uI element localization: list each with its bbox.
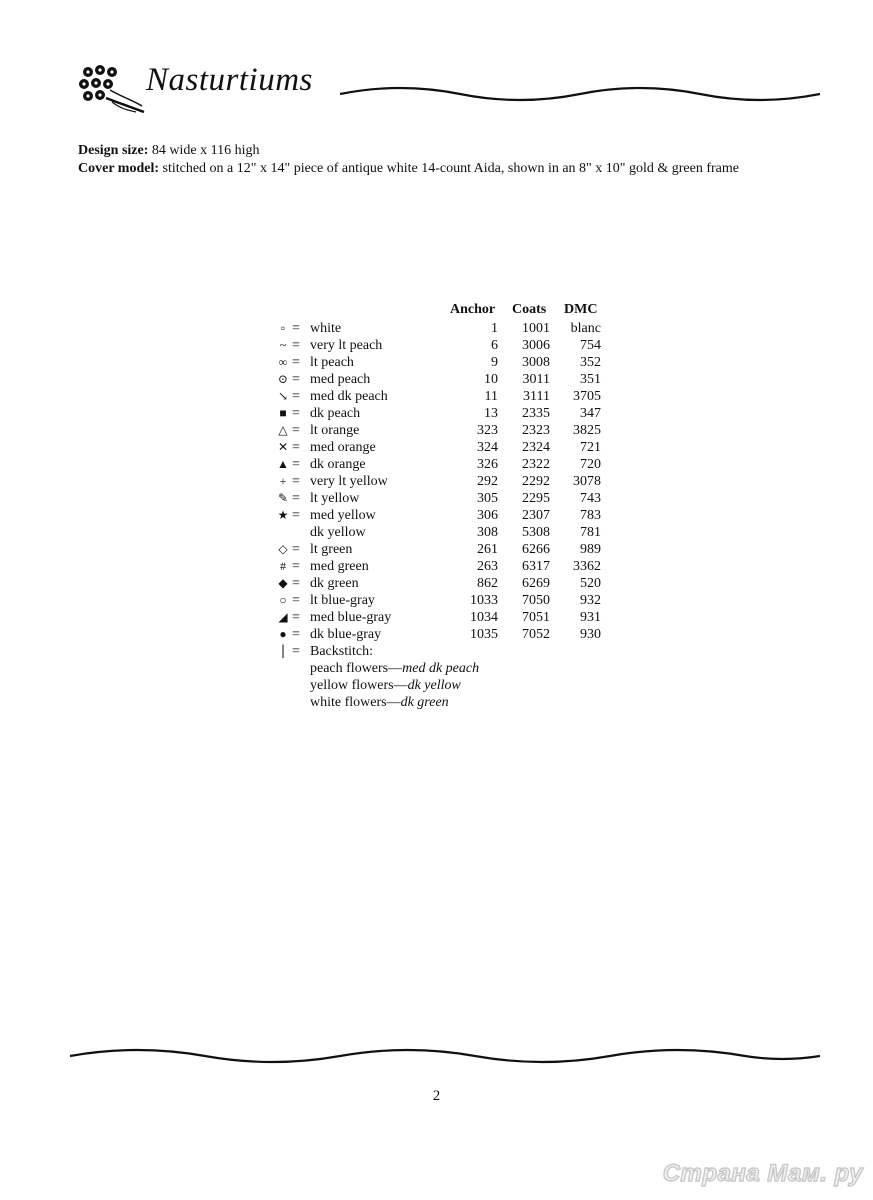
anchor-number: 862 <box>477 576 498 591</box>
color-name: med green <box>310 559 369 574</box>
key-row <box>272 626 612 643</box>
anchor-number: 9 <box>491 355 498 370</box>
equals-sign: = <box>292 338 300 353</box>
stitch-symbol-icon: ★ <box>277 508 289 522</box>
anchor-number: 305 <box>477 491 498 506</box>
stitch-symbol-icon: + <box>279 474 287 488</box>
decorative-wave-rule <box>340 76 820 104</box>
dmc-number: 3825 <box>573 423 601 438</box>
key-row <box>272 388 612 405</box>
header-coats: Coats <box>512 302 547 317</box>
coats-number: 7052 <box>522 627 550 642</box>
backstitch-line <box>310 694 449 711</box>
dmc-number: 721 <box>580 440 601 455</box>
coats-number: 7050 <box>522 593 550 608</box>
color-name: very lt peach <box>310 338 383 353</box>
coats-number: 2322 <box>522 457 550 472</box>
equals-sign: = <box>292 627 300 642</box>
backstitch-item: white flowers— <box>310 695 401 710</box>
equals-sign: = <box>292 389 300 404</box>
equals-sign: = <box>292 593 300 608</box>
coats-number: 6269 <box>522 576 550 591</box>
coats-number: 3006 <box>522 338 550 353</box>
dmc-number: blanc <box>570 321 601 336</box>
stitch-symbol-icon: ○ <box>279 593 287 607</box>
stitch-symbol-icon: ~ <box>279 338 287 352</box>
equals-sign: = <box>292 355 300 370</box>
color-name: dk blue-gray <box>310 627 382 642</box>
stitch-symbol-icon: ✕ <box>277 440 289 454</box>
dmc-number: 347 <box>580 406 601 421</box>
equals-sign: = <box>292 423 300 438</box>
color-name: lt yellow <box>310 491 360 506</box>
stitch-symbol-icon: ∞ <box>278 355 288 369</box>
stitch-symbol-icon: ◆ <box>278 576 288 590</box>
color-name: med dk peach <box>310 389 388 404</box>
dmc-number: 3362 <box>573 559 601 574</box>
key-row <box>272 439 612 456</box>
coats-number: 3111 <box>523 389 550 404</box>
stitch-symbol-icon: ⊙ <box>277 372 289 386</box>
equals-sign: = <box>292 644 300 659</box>
anchor-number: 292 <box>477 474 498 489</box>
color-name: lt blue-gray <box>310 593 375 608</box>
cover-model-value: stitched on a 12" x 14" piece of antique white 14-count Aida, shown in an 8" x 10" gold & green frame <box>162 161 740 176</box>
key-row <box>272 405 612 422</box>
coats-number: 6317 <box>522 559 550 574</box>
color-name: lt peach <box>310 355 354 370</box>
header-anchor: Anchor <box>450 302 496 317</box>
dmc-number: 3078 <box>573 474 601 489</box>
color-name: dk green <box>310 576 359 591</box>
coats-number: 2307 <box>522 508 550 523</box>
dmc-number: 989 <box>580 542 601 557</box>
cover-model-label: Cover model: <box>78 161 159 176</box>
dmc-number: 520 <box>580 576 601 591</box>
dmc-number: 351 <box>580 372 601 387</box>
equals-sign: = <box>292 610 300 625</box>
color-name: dk yellow <box>310 525 366 540</box>
coats-number: 5308 <box>522 525 550 540</box>
equals-sign: = <box>292 440 300 455</box>
stitch-symbol-icon: ◇ <box>278 542 288 556</box>
coats-number: 2324 <box>522 440 550 455</box>
anchor-number: 10 <box>484 372 498 387</box>
anchor-number: 308 <box>477 525 498 540</box>
color-name: lt green <box>310 542 353 557</box>
backstitch-item: peach flowers— <box>310 661 403 676</box>
color-name: med peach <box>310 372 371 387</box>
key-row <box>272 473 612 490</box>
watermark: Страна Мам. ру <box>662 1160 863 1187</box>
page-number: 2 <box>432 1088 441 1104</box>
key-row <box>272 490 612 507</box>
header-dmc: DMC <box>564 302 598 317</box>
dmc-number: 720 <box>580 457 601 472</box>
stitch-symbol-icon: ▲ <box>277 457 289 471</box>
coats-number: 2323 <box>522 423 550 438</box>
dmc-number: 754 <box>580 338 601 353</box>
key-row <box>272 371 612 388</box>
stitch-symbol-icon: ▫ <box>280 321 286 335</box>
design-size-line <box>78 143 259 159</box>
key-row <box>272 558 612 575</box>
stitch-symbol-icon: △ <box>278 423 288 437</box>
page-title: Nasturtiums <box>146 62 313 98</box>
anchor-number: 1033 <box>470 593 498 608</box>
dmc-number: 781 <box>580 525 601 540</box>
key-row <box>272 592 612 609</box>
backstitch-color: med dk peach <box>402 661 480 676</box>
key-row <box>272 609 612 626</box>
stitch-symbol-icon: ■ <box>279 406 287 420</box>
flower-bouquet-icon <box>76 62 146 114</box>
anchor-number: 323 <box>477 423 498 438</box>
dmc-number: 932 <box>580 593 601 608</box>
key-row <box>272 524 612 541</box>
stitch-symbol-icon: ↘ <box>277 389 289 403</box>
key-row <box>272 456 612 473</box>
coats-number: 3011 <box>522 372 550 387</box>
coats-number: 2292 <box>522 474 550 489</box>
equals-sign: = <box>292 457 300 472</box>
equals-sign: = <box>292 559 300 574</box>
backstitch-color: dk yellow <box>407 678 461 693</box>
stitch-symbol-icon: ● <box>279 627 287 641</box>
anchor-number: 324 <box>477 440 498 455</box>
key-row <box>272 422 612 439</box>
dmc-number: 930 <box>580 627 601 642</box>
design-size-label: Design size: <box>78 143 149 158</box>
stitch-symbol-icon: ✎ <box>277 491 289 505</box>
color-name: med orange <box>310 440 376 455</box>
color-name: lt orange <box>310 423 360 438</box>
anchor-number: 13 <box>484 406 498 421</box>
equals-sign: = <box>292 406 300 421</box>
dmc-number: 352 <box>580 355 601 370</box>
key-row <box>272 575 612 592</box>
key-row <box>272 507 612 524</box>
cover-model-line <box>78 161 739 177</box>
anchor-number: 306 <box>477 508 498 523</box>
backstitch-label: Backstitch: <box>310 644 373 659</box>
color-name: dk orange <box>310 457 366 472</box>
decorative-wave-rule-footer <box>70 1040 820 1066</box>
key-row <box>272 320 612 337</box>
coats-number: 6266 <box>522 542 550 557</box>
key-row <box>272 354 612 371</box>
coats-number: 2335 <box>522 406 550 421</box>
stitch-symbol-icon: # <box>280 559 286 573</box>
anchor-number: 261 <box>477 542 498 557</box>
dmc-number: 931 <box>580 610 601 625</box>
coats-number: 7051 <box>522 610 550 625</box>
anchor-number: 1035 <box>470 627 498 642</box>
equals-sign: = <box>292 491 300 506</box>
backstitch-line <box>310 677 461 694</box>
anchor-number: 263 <box>477 559 498 574</box>
dmc-number: 783 <box>580 508 601 523</box>
equals-sign: = <box>292 321 300 336</box>
equals-sign: = <box>292 542 300 557</box>
color-name: med blue-gray <box>310 610 392 625</box>
coats-number: 2295 <box>522 491 550 506</box>
equals-sign: = <box>292 576 300 591</box>
stitch-symbol-icon: ◢ <box>278 610 288 624</box>
backstitch-line-icon: | <box>281 643 285 659</box>
equals-sign: = <box>292 508 300 523</box>
equals-sign: = <box>292 474 300 489</box>
coats-number: 3008 <box>522 355 550 370</box>
dmc-number: 743 <box>580 491 601 506</box>
backstitch-line <box>310 660 479 677</box>
dmc-number: 3705 <box>573 389 601 404</box>
color-name: dk peach <box>310 406 361 421</box>
anchor-number: 1 <box>491 321 498 336</box>
backstitch-color: dk green <box>400 695 449 710</box>
color-name: white <box>310 321 342 336</box>
anchor-number: 11 <box>484 389 498 404</box>
color-name: med yellow <box>310 508 376 523</box>
backstitch-row <box>272 643 612 660</box>
anchor-number: 6 <box>491 338 498 353</box>
backstitch-item: yellow flowers— <box>310 678 408 693</box>
equals-sign: = <box>292 372 300 387</box>
coats-number: 1001 <box>522 321 550 336</box>
key-row <box>272 541 612 558</box>
key-row <box>272 337 612 354</box>
anchor-number: 1034 <box>470 610 498 625</box>
anchor-number: 326 <box>477 457 498 472</box>
design-size-value: 84 wide x 116 high <box>151 143 260 158</box>
color-name: very lt yellow <box>310 474 388 489</box>
